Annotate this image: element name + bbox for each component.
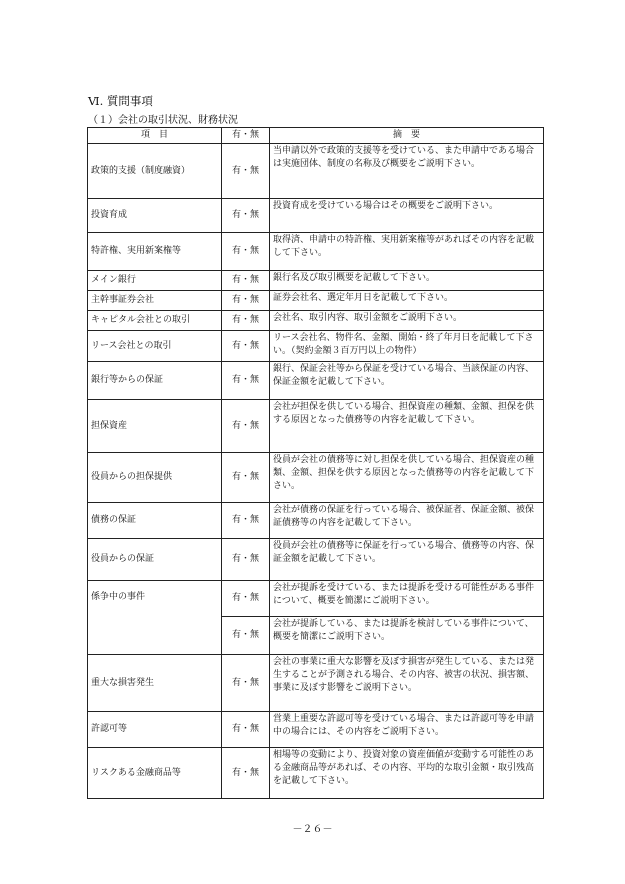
yes-no-choice[interactable]: 有・無 [222, 291, 270, 311]
row-item: 政策的支援（制度融資） [88, 144, 222, 199]
questionnaire-table [87, 127, 544, 799]
yes-no-choice[interactable]: 有・無 [222, 271, 270, 291]
table-row [88, 291, 544, 311]
yes-no-choice[interactable]: 有・無 [222, 362, 270, 400]
table-row [88, 581, 544, 617]
row-summary: 会社が提訴を受けている、または提訴を受ける可能性がある事件について、概要を簡潔にご説明下さい。 [270, 581, 544, 617]
header-yes-no: 有・無 [222, 128, 270, 144]
table-row [88, 453, 544, 503]
table-row [88, 271, 544, 291]
row-item: 重大な損害発生 [88, 655, 222, 712]
yes-no-choice[interactable]: 有・無 [222, 311, 270, 331]
row-summary: 相場等の変動により、投資対象の資産価値が変動する可能性のある金融商品等があれば、その内容、平均的な取引金額・取引残高を記載して下さい。 [270, 748, 544, 799]
row-summary: 会社が債務の保証を行っている場合、被保証者、保証金額、被保証債務等の内容を記載して下さい。 [270, 503, 544, 539]
row-summary: 当申請以外で政策的支援等を受けている、また申請中である場合は実施団体、制度の名称及び概要をご説明下さい。 [270, 144, 544, 199]
row-item: 特許権、実用新案権等 [88, 233, 222, 271]
row-summary: 役員が会社の債務等に対し担保を供している場合、担保資産の種類、金額、担保を供する原因となった債務等の内容を記載して下さい。 [270, 453, 544, 503]
yes-no-choice[interactable]: 有・無 [222, 233, 270, 271]
row-summary: 投資育成を受けている場合はその概要をご説明下さい。 [270, 199, 544, 233]
row-item: キャピタル会社との取引 [88, 311, 222, 331]
row-summary: 証券会社名、選定年月日を記載して下さい。 [270, 291, 544, 311]
yes-no-choice[interactable]: 有・無 [222, 712, 270, 748]
table-header-row [88, 128, 544, 144]
row-summary: 銀行、保証会社等から保証を受けている場合、当該保証の内容、保証金額を記載して下さい。 [270, 362, 544, 400]
row-summary: 会社が担保を供している場合、担保資産の種類、金額、担保を供する原因となった債務等の内容を記載して下さい。 [270, 400, 544, 453]
table-row [88, 362, 544, 400]
table-row [88, 331, 544, 362]
row-item: リスクある金融商品等 [88, 748, 222, 799]
yes-no-choice[interactable]: 有・無 [222, 581, 270, 617]
table-row [88, 144, 544, 199]
section-title: Ⅵ. 質問事項 [88, 94, 153, 108]
page-number: －２６－ [292, 824, 333, 835]
table-row [88, 503, 544, 539]
row-item: 役員からの担保提供 [88, 453, 222, 503]
yes-no-choice[interactable]: 有・無 [222, 144, 270, 199]
table-row [88, 233, 544, 271]
table-row [88, 311, 544, 331]
row-item: 役員からの保証 [88, 539, 222, 581]
row-summary: 会社名、取引内容、取引金額をご説明下さい。 [270, 311, 544, 331]
yes-no-choice[interactable]: 有・無 [222, 199, 270, 233]
table-row [88, 199, 544, 233]
yes-no-choice[interactable]: 有・無 [222, 503, 270, 539]
row-summary: 役員が会社の債務等に保証を行っている場合、債務等の内容、保証金額を記載して下さい。 [270, 539, 544, 581]
yes-no-choice[interactable]: 有・無 [222, 617, 270, 655]
header-item: 項 目 [88, 128, 222, 144]
yes-no-choice[interactable]: 有・無 [222, 748, 270, 799]
yes-no-choice[interactable]: 有・無 [222, 453, 270, 503]
row-item: リース会社との取引 [88, 331, 222, 362]
table-row [88, 748, 544, 799]
row-item: 係争中の事件 [88, 581, 222, 655]
header-summary: 摘 要 [270, 128, 544, 144]
row-item: メイン銀行 [88, 271, 222, 291]
yes-no-choice[interactable]: 有・無 [222, 655, 270, 712]
row-summary: 取得済、申請中の特許権、実用新案権等があればその内容を記載して下さい。 [270, 233, 544, 271]
row-item: 主幹事証券会社 [88, 291, 222, 311]
table-row [88, 712, 544, 748]
row-summary: 会社の事業に重大な影響を及ぼす損害が発生している、または発生することが予測される場合、その内容、被害の状況、損害額、事業に及ぼす影響をご説明下さい。 [270, 655, 544, 712]
row-item: 担保資産 [88, 400, 222, 453]
row-summary: 会社が提訴している、または提訴を検討している事件について、概要を簡潔にご説明下さい。 [270, 617, 544, 655]
table-row [88, 655, 544, 712]
row-summary: リース会社名、物件名、金額、開始・終了年月日を記載して下さい。（契約金額３百万円以上の物件） [270, 331, 544, 362]
row-item: 銀行等からの保証 [88, 362, 222, 400]
row-item: 投資育成 [88, 199, 222, 233]
row-item: 許認可等 [88, 712, 222, 748]
yes-no-choice[interactable]: 有・無 [222, 400, 270, 453]
row-item: 債務の保証 [88, 503, 222, 539]
yes-no-choice[interactable]: 有・無 [222, 331, 270, 362]
table-row [88, 400, 544, 453]
table-row [88, 539, 544, 581]
yes-no-choice[interactable]: 有・無 [222, 539, 270, 581]
row-summary: 銀行名及び取引概要を記載して下さい。 [270, 271, 544, 291]
row-summary: 営業上重要な許認可等を受けている場合、または許認可等を申請中の場合には、その内容をご説明下さい。 [270, 712, 544, 748]
subsection-title: （１）会社の取引状況、財務状況 [88, 115, 238, 126]
